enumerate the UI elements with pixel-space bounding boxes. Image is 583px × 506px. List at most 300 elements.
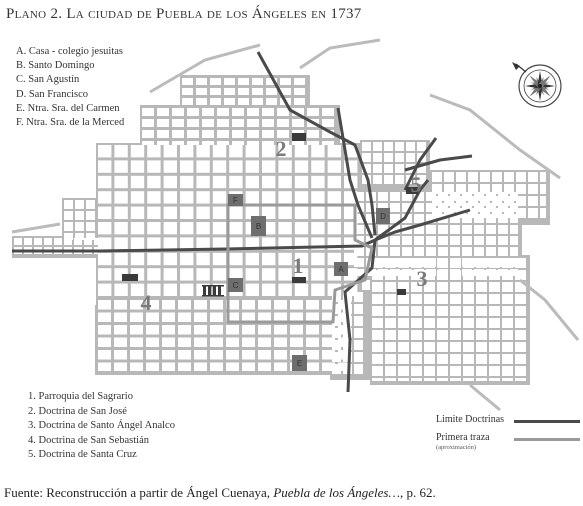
- center-block: [328, 176, 341, 188]
- east-block: [414, 214, 424, 223]
- far-north-block: [182, 98, 193, 105]
- center-block: [278, 284, 291, 296]
- far-east-block: [468, 172, 478, 182]
- center-block: [262, 284, 275, 296]
- ne-block: [395, 153, 404, 162]
- east-block: [498, 225, 508, 234]
- south-block: [178, 338, 191, 348]
- source-prefix: Fuente: Reconstrucción a partir de Ángel Cuenaya,: [4, 485, 274, 500]
- far-east-block: [444, 184, 454, 194]
- southeast-block: [476, 354, 487, 364]
- south-block: [162, 338, 175, 348]
- southeast-block: [476, 294, 487, 304]
- southeast-block: [489, 270, 500, 280]
- compass-fleur: [512, 62, 520, 70]
- east-block: [390, 247, 400, 256]
- center-block: [114, 253, 127, 265]
- compass-center: [538, 84, 542, 88]
- far-east-block: [432, 196, 442, 206]
- limit-line-sample: [514, 420, 580, 423]
- far-east-block: [528, 172, 538, 182]
- north-block: [262, 141, 274, 145]
- north-block: [157, 130, 169, 138]
- center-block: [196, 191, 209, 203]
- center-block: [328, 160, 341, 172]
- southeast-block: [450, 294, 461, 304]
- north-block: [277, 119, 289, 127]
- building-legend-item-2: C. San Agustín: [16, 74, 80, 86]
- southeast-block: [385, 378, 396, 381]
- center-block: [328, 207, 341, 219]
- center-block: [180, 268, 193, 280]
- west-strip-block: [14, 238, 22, 245]
- southeast-block: [463, 330, 474, 340]
- parish-legend-item-0: 1. Parroquia del Sagrario: [28, 391, 133, 402]
- far-north-block: [224, 78, 235, 85]
- north-block: [247, 119, 259, 127]
- southeast-block: [502, 330, 513, 340]
- southeast-block: [450, 366, 461, 376]
- southeast-block: [398, 354, 409, 364]
- east-block: [474, 247, 484, 256]
- far-north-block: [294, 78, 305, 85]
- south-block: [242, 363, 255, 372]
- river-south-block: [354, 340, 363, 350]
- southeast-block: [424, 378, 435, 381]
- southeast-block: [489, 306, 500, 316]
- southeast-block: [450, 354, 461, 364]
- ne-block: [362, 142, 371, 151]
- southeast-block: [463, 366, 474, 376]
- center-block: [147, 207, 160, 219]
- center-block: [180, 284, 193, 296]
- source-work: Puebla de los Ángeles…: [273, 485, 401, 500]
- far-east-block: [492, 208, 502, 218]
- west-block: [86, 200, 95, 209]
- far-east-block: [468, 196, 478, 206]
- parish-church-marker-0: [292, 133, 306, 141]
- southeast-block: [502, 270, 513, 280]
- southeast-block: [372, 294, 383, 304]
- center-block: [196, 222, 209, 234]
- southeast-block: [372, 330, 383, 340]
- center-block: [164, 222, 177, 234]
- southeast-block: [476, 306, 487, 316]
- west-strip-block: [24, 238, 32, 245]
- north-block: [232, 119, 244, 127]
- southeast-block: [424, 318, 435, 328]
- far-north-block: [196, 88, 207, 95]
- west-strip-block: [54, 238, 62, 245]
- center-block: [114, 222, 127, 234]
- east-block: [354, 258, 364, 267]
- southeast-block: [385, 318, 396, 328]
- south-block: [162, 300, 175, 310]
- southeast-block: [502, 258, 513, 268]
- center-block: [311, 160, 324, 172]
- southeast-block: [437, 366, 448, 376]
- center-block: [131, 222, 144, 234]
- traza-label: Primera traza: [436, 432, 490, 443]
- far-east-block: [492, 172, 502, 182]
- center-block: [311, 253, 324, 265]
- building-legend-item-3: D. San Francisco: [16, 88, 89, 100]
- north-block: [172, 119, 184, 127]
- center-block: [180, 207, 193, 219]
- center-block: [295, 160, 308, 172]
- parish-number-2: 2: [275, 136, 287, 161]
- east-block: [510, 247, 518, 256]
- far-north-block: [210, 78, 221, 85]
- south-block: [178, 313, 191, 323]
- southeast-block: [385, 270, 396, 280]
- center-block: [262, 145, 275, 157]
- far-north-block: [238, 88, 249, 95]
- south-block: [226, 325, 239, 335]
- center-block: [98, 176, 111, 188]
- ne-block: [384, 175, 393, 184]
- south-block: [146, 363, 159, 372]
- southeast-block: [398, 378, 409, 381]
- north-block: [172, 141, 184, 145]
- far-east-block: [516, 184, 526, 194]
- center-block: [98, 222, 111, 234]
- far-north-block: [238, 78, 249, 85]
- river-south-block: [354, 316, 363, 326]
- southeast-block: [463, 318, 474, 328]
- far-east-block: [540, 196, 546, 206]
- center-block: [114, 191, 127, 203]
- south-block: [130, 363, 143, 372]
- center-block: [164, 176, 177, 188]
- south-block: [210, 313, 223, 323]
- southeast-block: [476, 282, 487, 292]
- southeast-block: [476, 318, 487, 328]
- center-block: [213, 176, 226, 188]
- north-block: [262, 119, 274, 127]
- southeast-block: [398, 318, 409, 328]
- southeast-block: [476, 270, 487, 280]
- center-block: [213, 207, 226, 219]
- southeast-block: [398, 342, 409, 352]
- far-north-block: [196, 78, 207, 85]
- southeast-block: [502, 306, 513, 316]
- southeast-block: [411, 342, 422, 352]
- north-block: [307, 130, 319, 138]
- southeast-block: [502, 318, 513, 328]
- parish-number-5: 5: [410, 172, 422, 197]
- far-north-block: [196, 98, 207, 105]
- center-block: [131, 176, 144, 188]
- far-east-block: [432, 172, 442, 182]
- north-block: [172, 108, 184, 116]
- south-block: [178, 350, 191, 360]
- south-block: [210, 350, 223, 360]
- east-block: [486, 225, 496, 234]
- hatch-marker-bottom: [202, 295, 224, 297]
- south-block: [274, 300, 287, 310]
- southeast-block: [372, 270, 383, 280]
- map-title: Plano 2. La ciudad de Puebla de los Ángeles en 1737: [6, 6, 362, 22]
- center-block: [311, 268, 324, 280]
- source-suffix: , p. 62.: [400, 485, 436, 500]
- far-east-block: [492, 196, 502, 206]
- south-block: [290, 338, 303, 348]
- south-block: [306, 300, 319, 310]
- southeast-block: [450, 258, 461, 268]
- east-block: [474, 225, 484, 234]
- limit-label: Limite Doctrinas: [436, 414, 505, 425]
- south-block: [258, 338, 271, 348]
- southeast-block: [424, 342, 435, 352]
- south-block: [306, 338, 319, 348]
- southeast-block: [450, 378, 461, 381]
- southeast-block: [476, 366, 487, 376]
- southeast-block: [450, 318, 461, 328]
- south-block: [146, 338, 159, 348]
- far-north-block: [238, 98, 249, 105]
- road-1: [300, 40, 380, 68]
- south-block: [130, 325, 143, 335]
- far-north-block: [210, 98, 221, 105]
- building-marker-label-D: D: [380, 212, 386, 221]
- east-block: [486, 236, 496, 245]
- center-block: [246, 268, 259, 280]
- center-block: [196, 145, 209, 157]
- southeast-block: [463, 378, 474, 381]
- center-block: [114, 284, 127, 296]
- far-north-block: [266, 98, 277, 105]
- center-block: [164, 253, 177, 265]
- center-block: [262, 191, 275, 203]
- southeast-block: [515, 294, 526, 304]
- southeast-block: [385, 282, 396, 292]
- southeast-block: [437, 342, 448, 352]
- center-block: [147, 160, 160, 172]
- center-block: [98, 191, 111, 203]
- west-strip-block: [34, 238, 42, 245]
- ne-block: [395, 142, 404, 151]
- southeast-block: [502, 354, 513, 364]
- southeast-block: [489, 342, 500, 352]
- south-block: [290, 325, 303, 335]
- southeast-block: [385, 330, 396, 340]
- south-block: [210, 338, 223, 348]
- center-block: [147, 268, 160, 280]
- center-block: [114, 237, 127, 249]
- east-block: [450, 225, 460, 234]
- southeast-block: [463, 342, 474, 352]
- south-block: [306, 350, 319, 360]
- south-block: [290, 300, 303, 310]
- southeast-block: [489, 294, 500, 304]
- south-block: [194, 350, 207, 360]
- hatch-marker-3: [218, 286, 221, 296]
- center-block: [164, 145, 177, 157]
- center-block: [311, 191, 324, 203]
- south-block: [98, 313, 111, 323]
- parish-number-4: 4: [140, 290, 152, 315]
- center-block: [311, 145, 324, 157]
- southeast-block: [398, 306, 409, 316]
- far-east-block: [480, 184, 490, 194]
- south-block: [242, 300, 255, 310]
- center-block: [98, 253, 111, 265]
- center-block: [246, 160, 259, 172]
- west-block: [86, 222, 95, 231]
- southeast-block: [450, 270, 461, 280]
- southeast-block: [398, 366, 409, 376]
- southeast-block: [463, 306, 474, 316]
- east-block: [402, 247, 412, 256]
- north-block: [217, 108, 229, 116]
- west-block: [75, 222, 84, 231]
- river-south-block: [332, 328, 341, 338]
- north-block: [292, 119, 304, 127]
- north-block: [247, 108, 259, 116]
- southeast-block: [437, 294, 448, 304]
- north-block: [202, 130, 214, 138]
- southeast-block: [489, 282, 500, 292]
- center-block: [278, 207, 291, 219]
- center-block: [180, 222, 193, 234]
- center-block: [311, 176, 324, 188]
- southeast-block: [437, 282, 448, 292]
- road-5: [12, 224, 60, 232]
- north-block: [187, 130, 199, 138]
- center-block: [213, 160, 226, 172]
- center-block: [246, 145, 259, 157]
- center-block: [164, 191, 177, 203]
- east-block: [450, 236, 460, 245]
- parish-legend-item-1: 2. Doctrina de San José: [28, 405, 127, 417]
- center-block: [213, 145, 226, 157]
- center-block: [278, 222, 291, 234]
- southeast-block: [489, 378, 500, 381]
- center-block: [295, 222, 308, 234]
- parish-legend-item-4: 5. Doctrina de Santa Cruz: [28, 449, 137, 460]
- east-block: [414, 247, 424, 256]
- center-block: [180, 253, 193, 265]
- east-block: [354, 247, 364, 256]
- far-north-block: [266, 88, 277, 95]
- ne-block: [384, 164, 393, 173]
- southeast-block: [476, 342, 487, 352]
- southeast-block: [515, 318, 526, 328]
- south-block: [130, 338, 143, 348]
- hatch-marker-0: [203, 286, 206, 296]
- center-block: [147, 237, 160, 249]
- west-block: [86, 211, 95, 220]
- ne-block: [373, 142, 382, 151]
- east-block: [402, 236, 412, 245]
- center-block: [180, 160, 193, 172]
- center-block: [98, 145, 111, 157]
- southeast-block: [463, 270, 474, 280]
- north-block: [157, 108, 169, 116]
- center-block: [98, 207, 111, 219]
- center-block: [311, 284, 324, 296]
- south-block: [242, 350, 255, 360]
- north-block: [187, 141, 199, 145]
- south-block: [194, 338, 207, 348]
- ne-block: [406, 153, 415, 162]
- southeast-block: [437, 258, 448, 268]
- southeast-block: [515, 330, 526, 340]
- center-block: [164, 207, 177, 219]
- far-north-block: [252, 78, 263, 85]
- ne-block: [417, 142, 426, 151]
- east-block: [462, 236, 472, 245]
- southeast-block: [437, 378, 448, 381]
- southeast-block: [411, 318, 422, 328]
- center-block: [295, 191, 308, 203]
- southeast-block: [437, 354, 448, 364]
- south-block: [178, 300, 191, 310]
- far-north-block: [252, 98, 263, 105]
- center-block: [147, 191, 160, 203]
- southeast-block: [411, 366, 422, 376]
- southeast-block: [450, 342, 461, 352]
- west-block: [64, 233, 73, 240]
- southeast-block: [502, 282, 513, 292]
- center-block: [246, 191, 259, 203]
- far-north-block: [294, 88, 305, 95]
- southeast-block: [398, 258, 409, 268]
- east-block: [462, 225, 472, 234]
- north-block: [247, 141, 259, 145]
- east-block: [450, 247, 460, 256]
- south-block: [162, 350, 175, 360]
- southeast-block: [411, 294, 422, 304]
- southeast-block: [411, 306, 422, 316]
- southeast-block: [424, 366, 435, 376]
- west-block: [75, 233, 84, 240]
- center-block: [278, 268, 291, 280]
- southeast-block: [437, 306, 448, 316]
- south-block: [162, 325, 175, 335]
- southeast-block: [372, 366, 383, 376]
- southeast-block: [450, 282, 461, 292]
- southeast-block: [476, 330, 487, 340]
- center-block: [278, 160, 291, 172]
- west-block: [75, 200, 84, 209]
- south-block: [194, 363, 207, 372]
- east-block: [390, 236, 400, 245]
- south-block: [114, 338, 127, 348]
- north-block: [232, 108, 244, 116]
- center-block: [147, 222, 160, 234]
- center-block: [229, 253, 242, 265]
- southeast-block: [502, 294, 513, 304]
- river-south-block: [332, 364, 341, 374]
- west-block: [86, 233, 95, 240]
- southeast-block: [437, 330, 448, 340]
- south-block: [98, 300, 111, 310]
- ne-block: [362, 153, 371, 162]
- buildings-legend: [16, 45, 124, 130]
- north-block: [247, 130, 259, 138]
- southeast-block: [502, 378, 513, 381]
- ne-block: [384, 153, 393, 162]
- south-block: [162, 363, 175, 372]
- east-block: [474, 236, 484, 245]
- east-block: [510, 225, 518, 234]
- south-block: [306, 363, 319, 372]
- center-block: [278, 253, 291, 265]
- center-block: [328, 222, 341, 234]
- southeast-block: [515, 366, 526, 376]
